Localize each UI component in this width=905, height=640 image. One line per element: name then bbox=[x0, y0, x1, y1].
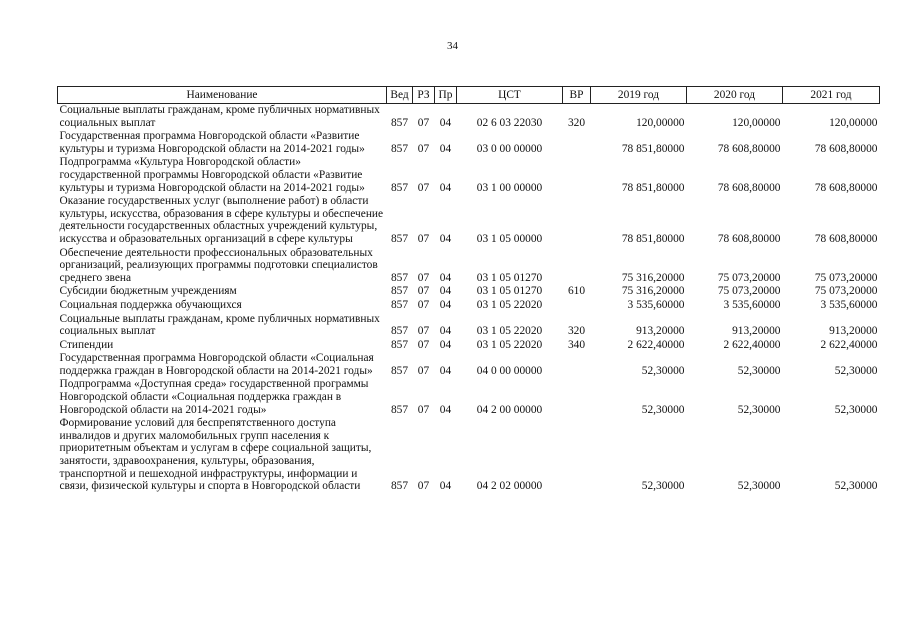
cell-name: Государственная программа Новгородской области «Развитие культуры и туризма Новгородской области на 2014-2021 годы» bbox=[59, 130, 365, 155]
cell-vr bbox=[563, 156, 591, 195]
cell-2020: 913,20000 bbox=[732, 325, 781, 338]
cell-2019: 78 851,80000 bbox=[621, 142, 685, 155]
cell-ved: 857 bbox=[390, 403, 409, 416]
cell-ved: 857 bbox=[390, 232, 409, 245]
cell-vr bbox=[563, 130, 591, 156]
column-header-ved: Вед bbox=[387, 87, 413, 104]
cell-cst: 03 1 05 22020 bbox=[476, 298, 543, 311]
cell-2019: 78 851,80000 bbox=[621, 232, 685, 245]
cell-rz: 07 bbox=[417, 298, 430, 311]
cell-pr: 04 bbox=[439, 116, 452, 129]
table-row bbox=[58, 247, 880, 286]
cell-name: Социальные выплаты гражданам, кроме публичных нормативных социальных выплат bbox=[59, 312, 380, 338]
cell-ved: 857 bbox=[390, 364, 409, 377]
table-row bbox=[58, 417, 880, 494]
column-header-pr: Пр bbox=[435, 87, 457, 104]
cell-cst: 03 1 05 00000 bbox=[476, 232, 543, 245]
column-header-cst: ЦСТ bbox=[457, 87, 563, 104]
cell-2021: 120,00000 bbox=[829, 116, 878, 129]
cell-2020: 78 608,80000 bbox=[717, 142, 781, 155]
table-row bbox=[58, 339, 880, 353]
cell-rz: 07 bbox=[417, 116, 430, 129]
cell-ved: 857 bbox=[390, 325, 409, 338]
table-row bbox=[58, 378, 880, 417]
table-row bbox=[58, 104, 880, 131]
table-row bbox=[58, 299, 880, 313]
cell-rz: 07 bbox=[417, 285, 430, 298]
cell-pr: 04 bbox=[439, 338, 452, 351]
cell-name: Обеспечение деятельности профессиональных образовательных организаций, реализующих программы подготовки специалистов среднего звена bbox=[59, 246, 378, 284]
cell-vr bbox=[563, 195, 591, 246]
cell-ved: 857 bbox=[390, 142, 409, 155]
cell-2020: 52,30000 bbox=[737, 480, 781, 493]
cell-2019: 75 316,20000 bbox=[621, 285, 685, 298]
cell-vr: 320 bbox=[567, 116, 586, 129]
cell-2021: 78 608,80000 bbox=[814, 181, 878, 194]
cell-2020: 52,30000 bbox=[737, 364, 781, 377]
cell-2021: 3 535,60000 bbox=[820, 298, 878, 311]
cell-2020: 75 073,20000 bbox=[717, 271, 781, 284]
cell-name: Подпрограмма «Культура Новгородской области» государственной программы Новгородской области «Развитие культуры и туризма Новгородской области на 2014-2021 годы» bbox=[59, 156, 365, 194]
cell-vr bbox=[563, 352, 591, 378]
table-header-row bbox=[58, 87, 880, 104]
table-row bbox=[58, 195, 880, 246]
table-row bbox=[58, 285, 880, 299]
cell-ved: 857 bbox=[390, 116, 409, 129]
table-row bbox=[58, 156, 880, 195]
cell-ved: 857 bbox=[390, 338, 409, 351]
cell-2019: 75 316,20000 bbox=[621, 271, 685, 284]
cell-cst: 04 2 00 00000 bbox=[476, 403, 543, 416]
cell-2020: 78 608,80000 bbox=[717, 232, 781, 245]
column-header-vr: ВР bbox=[563, 87, 591, 104]
column-header-2021: 2021 год bbox=[783, 87, 880, 104]
cell-2020: 3 535,60000 bbox=[723, 298, 781, 311]
cell-vr: 610 bbox=[567, 285, 586, 298]
cell-rz: 07 bbox=[417, 403, 430, 416]
table-row bbox=[58, 352, 880, 378]
cell-name: Оказание государственных услуг (выполнение работ) в области культуры, искусства, образования в сфере культуры и обеспечение деятельности государственных областных учреждений культуры, искусства и образовательных организаций в сфере культуры bbox=[59, 195, 384, 245]
cell-2021: 52,30000 bbox=[834, 364, 878, 377]
cell-vr bbox=[563, 247, 591, 286]
column-header-name: Наименование bbox=[58, 87, 387, 104]
cell-cst: 03 1 05 01270 bbox=[476, 285, 543, 298]
cell-2021: 75 073,20000 bbox=[814, 285, 878, 298]
cell-2021: 913,20000 bbox=[829, 325, 878, 338]
cell-2019: 52,30000 bbox=[641, 364, 685, 377]
cell-vr bbox=[563, 299, 591, 313]
cell-2020: 75 073,20000 bbox=[717, 285, 781, 298]
cell-2020: 120,00000 bbox=[732, 116, 781, 129]
column-header-rz: РЗ bbox=[413, 87, 435, 104]
cell-pr: 04 bbox=[439, 298, 452, 311]
cell-pr: 04 bbox=[439, 142, 452, 155]
cell-vr: 340 bbox=[567, 338, 586, 351]
cell-rz: 07 bbox=[417, 480, 430, 493]
cell-rz: 07 bbox=[417, 364, 430, 377]
cell-cst: 03 1 05 22020 bbox=[476, 338, 543, 351]
cell-2021: 52,30000 bbox=[834, 480, 878, 493]
cell-pr: 04 bbox=[439, 403, 452, 416]
cell-pr: 04 bbox=[439, 232, 452, 245]
cell-2021: 75 073,20000 bbox=[814, 271, 878, 284]
cell-2019: 52,30000 bbox=[641, 403, 685, 416]
cell-2020: 2 622,40000 bbox=[723, 338, 781, 351]
cell-2019: 120,00000 bbox=[636, 116, 685, 129]
cell-cst: 03 0 00 00000 bbox=[476, 142, 543, 155]
cell-ved: 857 bbox=[390, 285, 409, 298]
cell-ved: 857 bbox=[390, 480, 409, 493]
cell-2019: 2 622,40000 bbox=[627, 338, 685, 351]
cell-name: Социальные выплаты гражданам, кроме публичных нормативных социальных выплат bbox=[59, 104, 380, 129]
column-header-2020: 2020 год bbox=[687, 87, 783, 104]
cell-cst: 02 6 03 22030 bbox=[476, 116, 543, 129]
cell-2021: 52,30000 bbox=[834, 403, 878, 416]
cell-cst: 03 1 00 00000 bbox=[476, 181, 543, 194]
cell-vr: 320 bbox=[567, 325, 586, 338]
cell-ved: 857 bbox=[390, 298, 409, 311]
cell-vr bbox=[563, 417, 591, 494]
cell-rz: 07 bbox=[417, 181, 430, 194]
cell-ved: 857 bbox=[390, 271, 409, 284]
cell-pr: 04 bbox=[439, 285, 452, 298]
cell-2019: 52,30000 bbox=[641, 480, 685, 493]
cell-2020: 52,30000 bbox=[737, 403, 781, 416]
cell-2021: 2 622,40000 bbox=[820, 338, 878, 351]
cell-2021: 78 608,80000 bbox=[814, 232, 878, 245]
cell-2020: 78 608,80000 bbox=[717, 181, 781, 194]
table-row bbox=[58, 313, 880, 339]
cell-name: Подпрограмма «Доступная среда» государственной программы Новгородской области «Социальная поддержка граждан в Новгородской области на 2014-2021 годы» bbox=[59, 378, 369, 416]
cell-2021: 78 608,80000 bbox=[814, 142, 878, 155]
cell-vr bbox=[563, 378, 591, 417]
cell-pr: 04 bbox=[439, 181, 452, 194]
cell-2019: 3 535,60000 bbox=[627, 298, 685, 311]
table-row bbox=[58, 130, 880, 156]
cell-cst: 04 0 00 00000 bbox=[476, 364, 543, 377]
cell-rz: 07 bbox=[417, 338, 430, 351]
cell-name: Стипендии bbox=[59, 338, 114, 351]
cell-name: Социальная поддержка обучающихся bbox=[59, 298, 242, 311]
cell-pr: 04 bbox=[439, 480, 452, 493]
cell-pr: 04 bbox=[439, 364, 452, 377]
cell-name: Государственная программа Новгородской области «Социальная поддержка граждан в Новгородской области на 2014-2021 годы» bbox=[59, 352, 374, 377]
table-body bbox=[58, 104, 880, 494]
page-number: 34 bbox=[447, 40, 458, 52]
cell-ved: 857 bbox=[390, 181, 409, 194]
cell-pr: 04 bbox=[439, 325, 452, 338]
cell-rz: 07 bbox=[417, 142, 430, 155]
cell-2019: 913,20000 bbox=[636, 325, 685, 338]
cell-name: Формирование условий для беспрепятственного доступа инвалидов и других маломобильных групп населения к приоритетным объектам и услугам в сфере социальной защиты, занятости, здравоохранения, культуры, образования, транспортной и пешеходной инфраструктуры, информации и связи, физической культуры и спорта в Новгородской области bbox=[59, 417, 372, 493]
cell-rz: 07 bbox=[417, 232, 430, 245]
column-header-2019: 2019 год bbox=[591, 87, 687, 104]
cell-2019: 78 851,80000 bbox=[621, 181, 685, 194]
cell-pr: 04 bbox=[439, 271, 452, 284]
budget-table bbox=[57, 86, 880, 494]
cell-rz: 07 bbox=[417, 271, 430, 284]
cell-cst: 03 1 05 22020 bbox=[476, 325, 543, 338]
cell-cst: 03 1 05 01270 bbox=[476, 271, 543, 284]
cell-cst: 04 2 02 00000 bbox=[476, 480, 543, 493]
cell-rz: 07 bbox=[417, 325, 430, 338]
cell-name: Субсидии бюджетным учреждениям bbox=[59, 285, 237, 298]
